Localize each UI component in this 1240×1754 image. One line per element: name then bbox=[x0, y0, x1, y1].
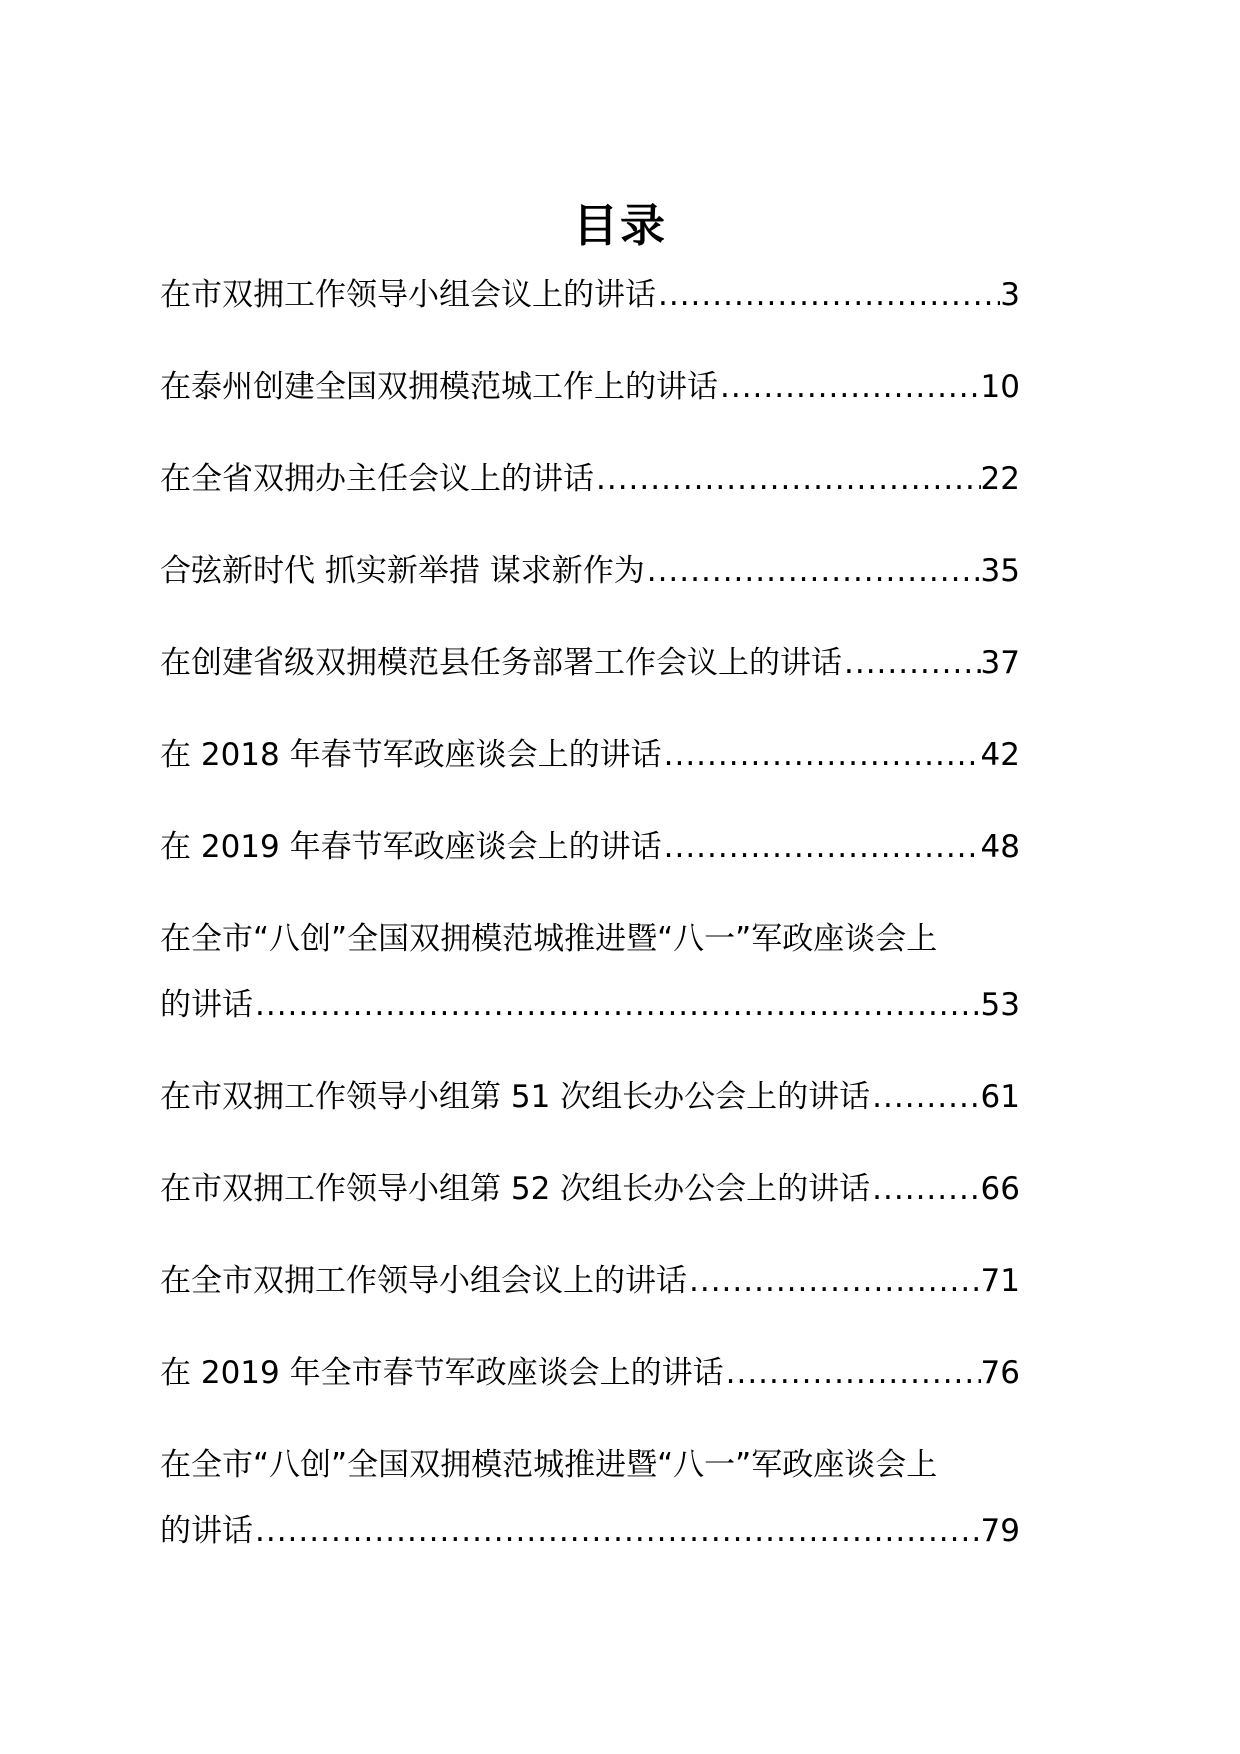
toc-entry[interactable] bbox=[160, 446, 1020, 512]
toc-entry-title: 合弦新时代 抓实新举措 谋求新作为 bbox=[160, 553, 645, 589]
dot-leader bbox=[656, 262, 1000, 328]
dot-leader bbox=[662, 814, 981, 880]
toc-entry[interactable] bbox=[160, 262, 1020, 328]
toc-entry[interactable] bbox=[160, 630, 1020, 696]
toc-entry[interactable] bbox=[160, 1064, 1020, 1130]
toc-page-number: 61 bbox=[980, 1079, 1020, 1115]
toc-page-number: 79 bbox=[980, 1513, 1020, 1549]
dot-leader bbox=[870, 1064, 980, 1130]
toc-entry-title: 在泰州创建全国双拥模范城工作上的讲话 bbox=[160, 369, 718, 405]
toc-page-number: 66 bbox=[980, 1171, 1020, 1207]
page-title: 目录 bbox=[572, 199, 667, 253]
dot-leader bbox=[718, 354, 981, 420]
dot-leader bbox=[842, 630, 981, 696]
toc-entry-title: 在创建省级双拥模范县任务部署工作会议上的讲话 bbox=[160, 645, 842, 681]
toc-entry[interactable] bbox=[160, 1432, 1095, 1564]
toc-page-number: 3 bbox=[1000, 277, 1020, 313]
toc-entry-title: 在 2018 年春节军政座谈会上的讲话 bbox=[160, 737, 662, 773]
toc-page-number: 76 bbox=[980, 1355, 1020, 1391]
toc-page-number: 22 bbox=[980, 461, 1020, 497]
toc-entry[interactable] bbox=[160, 906, 1095, 1038]
toc-entry[interactable] bbox=[160, 722, 1020, 788]
dot-leader bbox=[645, 538, 981, 604]
toc-entry-title: 在全市双拥工作领导小组会议上的讲话 bbox=[160, 1263, 687, 1299]
toc-page-number: 35 bbox=[980, 553, 1020, 589]
dot-leader bbox=[253, 1498, 981, 1564]
toc-entry-title: 在全市“八创”全国双拥模范城推进暨“八一”军政座谈会上 bbox=[160, 921, 938, 957]
dot-leader bbox=[662, 722, 981, 788]
toc-page-number: 71 bbox=[980, 1263, 1020, 1299]
toc-entry[interactable] bbox=[160, 1156, 1020, 1222]
toc-page-number: 48 bbox=[980, 829, 1020, 865]
toc-page-number: 10 bbox=[980, 369, 1020, 405]
dot-leader bbox=[724, 1340, 981, 1406]
toc-entry[interactable] bbox=[160, 1248, 1020, 1314]
toc-entry-continuation bbox=[160, 972, 1020, 1038]
toc-entry-title: 在全市“八创”全国双拥模范城推进暨“八一”军政座谈会上 bbox=[160, 1447, 938, 1483]
toc-entry[interactable] bbox=[160, 354, 1020, 420]
toc-page-number: 42 bbox=[980, 737, 1020, 773]
toc-entry-title: 在市双拥工作领导小组第 51 次组长办公会上的讲话 bbox=[160, 1079, 871, 1115]
toc-entry-title: 在 2019 年春节军政座谈会上的讲话 bbox=[160, 829, 662, 865]
toc-entry-title: 在市双拥工作领导小组会议上的讲话 bbox=[160, 277, 656, 313]
dot-leader bbox=[687, 1248, 981, 1314]
toc-entry-title: 在 2019 年全市春节军政座谈会上的讲话 bbox=[160, 1355, 724, 1391]
toc-entry-title-continued: 的讲话 bbox=[160, 987, 253, 1023]
dot-leader bbox=[594, 446, 981, 512]
toc-page-number: 53 bbox=[980, 987, 1020, 1023]
toc-entry[interactable] bbox=[160, 1340, 1020, 1406]
toc-list bbox=[160, 262, 1095, 1590]
toc-entry-continuation bbox=[160, 1498, 1020, 1564]
dot-leader bbox=[253, 972, 981, 1038]
toc-entry[interactable] bbox=[160, 814, 1020, 880]
toc-entry-title: 在市双拥工作领导小组第 52 次组长办公会上的讲话 bbox=[160, 1171, 871, 1207]
toc-entry[interactable] bbox=[160, 538, 1020, 604]
dot-leader bbox=[870, 1156, 980, 1222]
toc-entry-title-continued: 的讲话 bbox=[160, 1513, 253, 1549]
toc-entry-title: 在全省双拥办主任会议上的讲话 bbox=[160, 461, 594, 497]
toc-page-number: 37 bbox=[980, 645, 1020, 681]
